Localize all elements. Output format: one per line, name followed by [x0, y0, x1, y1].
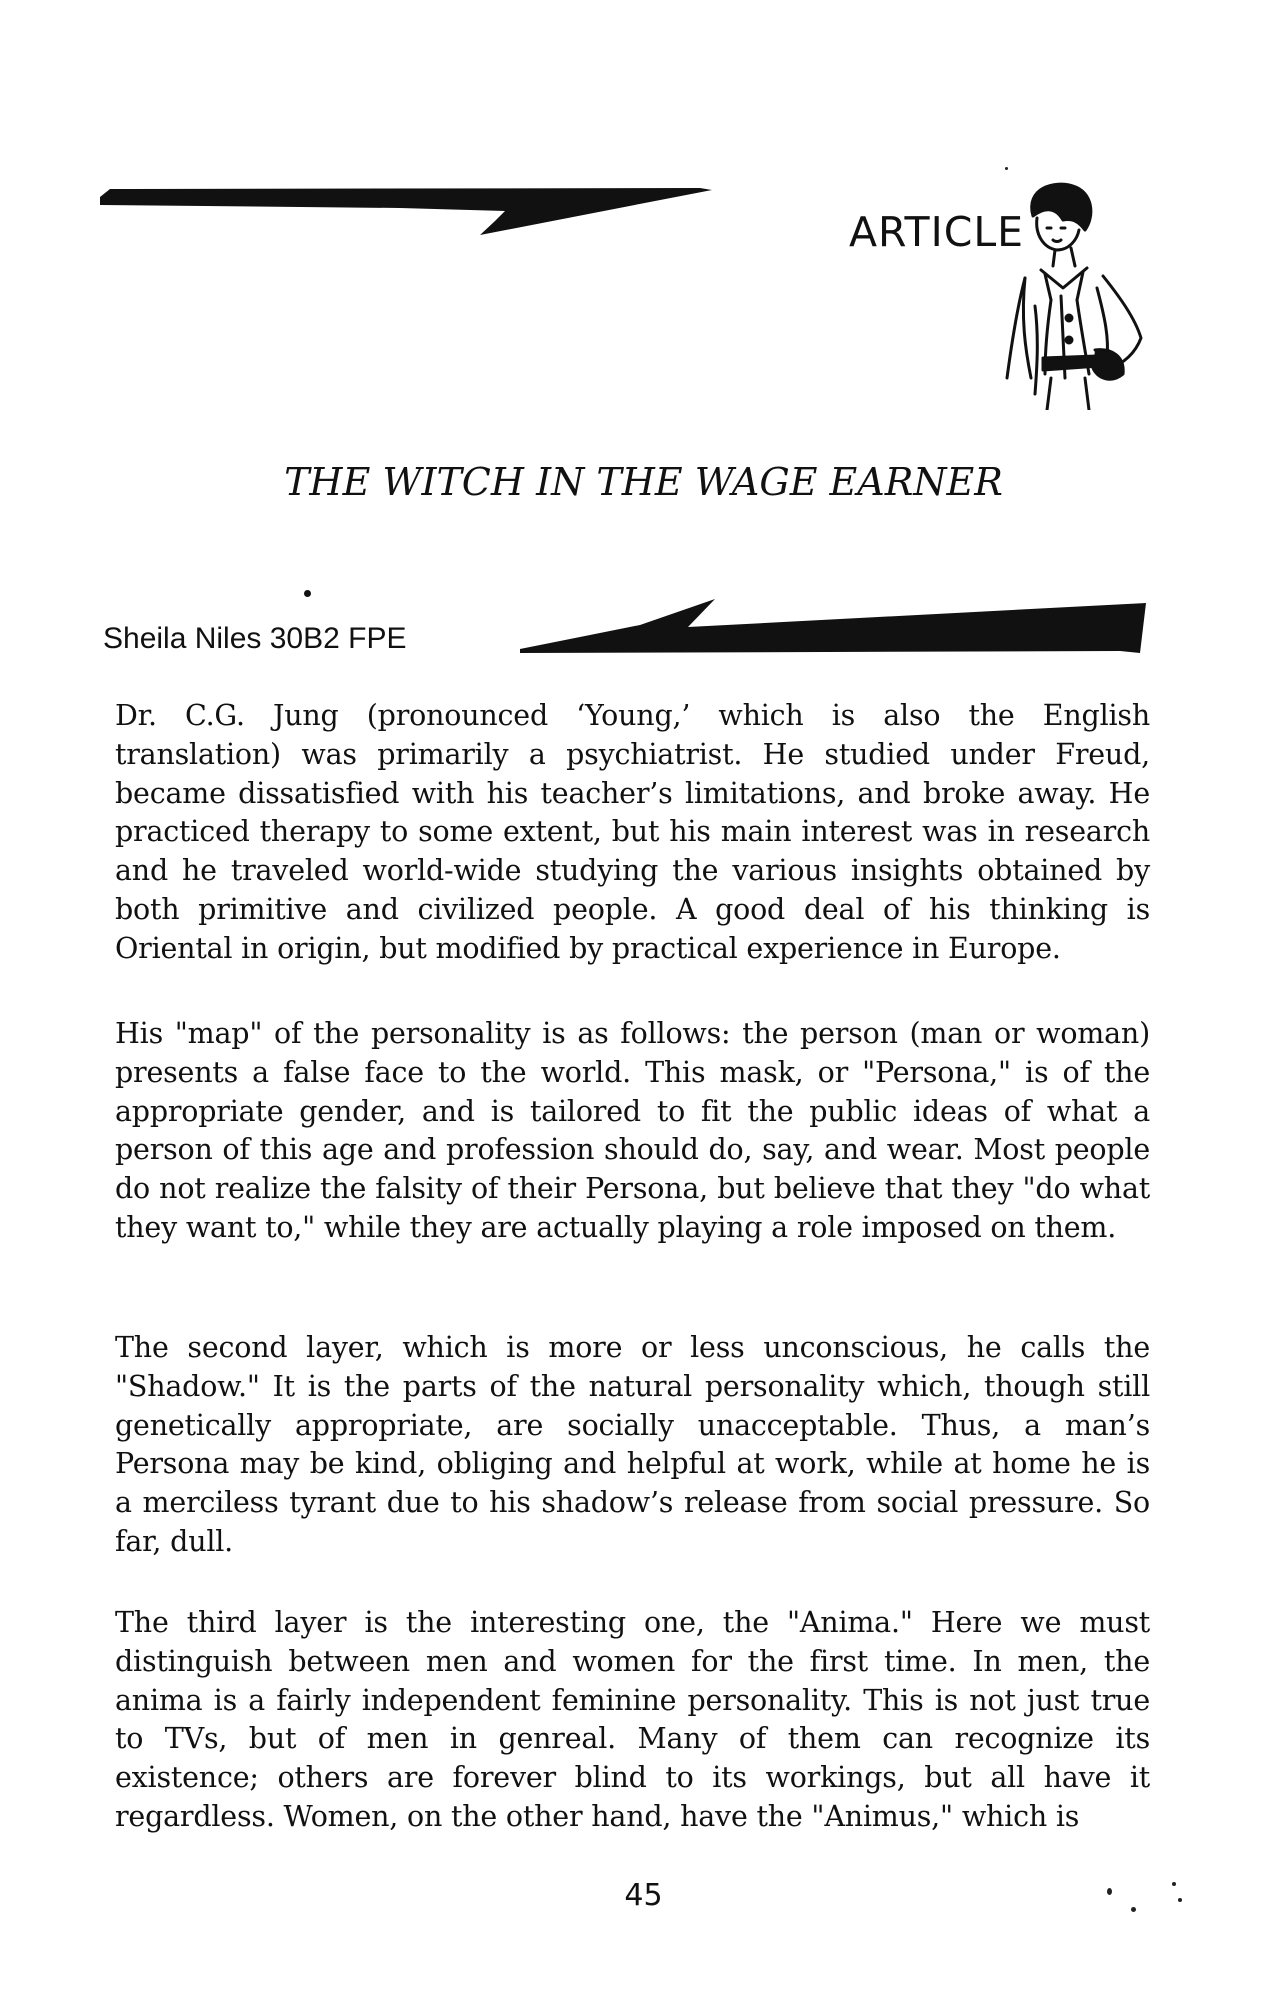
- paragraph-1: Dr. C.G. Jung (pronounced ‘Young,’ which is also the English translation) was primarily a psychiatrist. He studied under Freud, became dissatisfied with his teacher’s limitations, and broke away. He practiced therapy to some extent, but his main interest was in research and he traveled world-wide studying the various insights obtained by both primitive and civilized people. A good deal of his thinking is Oriental in origin, but modified by practical experience in Europe.: [115, 699, 1150, 965]
- paragraph-3: The second layer, which is more or less unconscious, he calls the "Shadow." It is the parts of the natural personality which, though still genetically appropriate, are socially unacceptable. Thus, a man’s Persona may be kind, obliging and helpful at work, while at home he is a merciless tyrant due to his shadow’s release from social pressure. So far, dull.: [115, 1331, 1150, 1558]
- scan-speck: [1131, 1907, 1136, 1912]
- paragraph-2: His "map" of the personality is as follows: the person (man or woman) presents a false face to the world. This mask, or "Persona," is of the appropriate gender, and is tailored to fit the public ideas of what a person of this age and profession should do, say, and wear. Most people do not realize the falsity of their Persona, but believe that they "do what they want to," while they are actually playing a role imposed on them.: [115, 1017, 1150, 1244]
- paragraph-4: The third layer is the interesting one, the "Anima." Here we must distinguish between men and women for the first time. In men, the anima is a fairly independent feminine personality. This is not just true to TVs, but of men in genreal. Many of them can recognize its existence; others are forever blind to its workings, but all have it regardless. Women, on the other hand, have the "Animus," which is: [115, 1606, 1150, 1833]
- scan-speck: [1005, 167, 1008, 170]
- section-label: ARTICLE: [849, 208, 1025, 256]
- woman-figure-illustration-icon: [985, 178, 1145, 410]
- article-title: THE WITCH IN THE WAGE EARNER: [284, 460, 1003, 504]
- page-number: 45: [624, 1878, 663, 1913]
- top-wedge-decoration: [100, 183, 712, 235]
- bottom-wedge-decoration: [520, 597, 1146, 653]
- scan-speck: [1107, 1888, 1112, 1895]
- scan-speck: [1178, 1898, 1182, 1902]
- scan-speck: [1172, 1882, 1176, 1886]
- byline-speck: [304, 590, 311, 597]
- article-byline: Sheila Niles 30B2 FPE: [103, 622, 407, 655]
